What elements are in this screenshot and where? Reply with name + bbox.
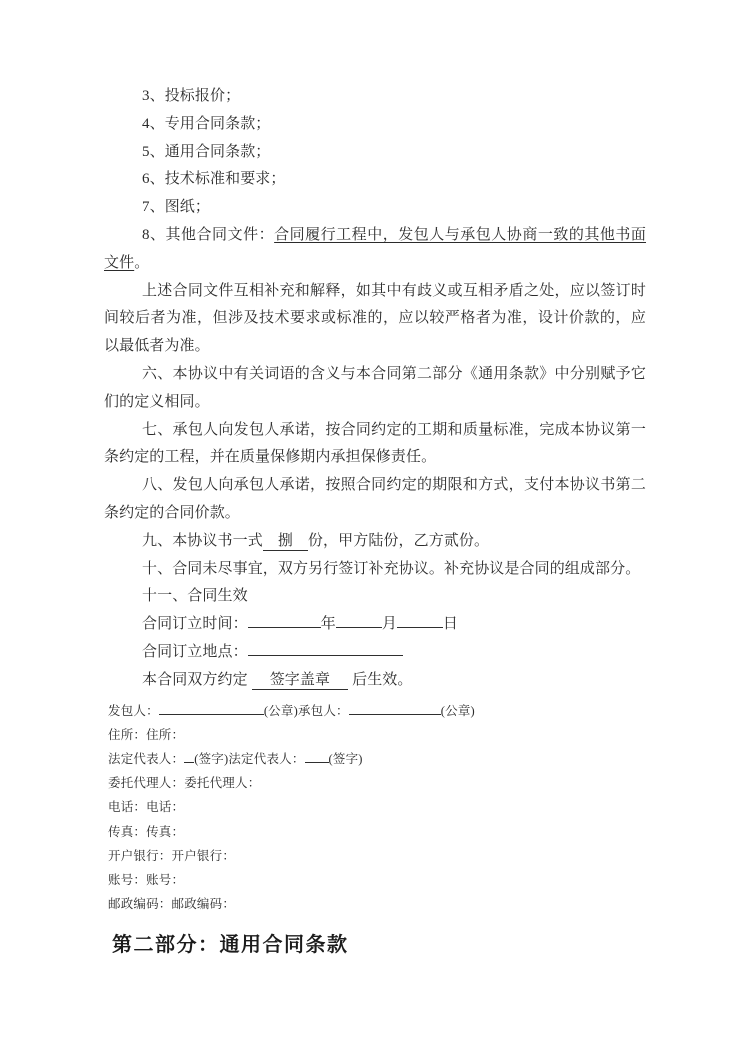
address-left-label: 住所：	[108, 727, 147, 742]
sign-time-label: 合同订立时间：	[142, 616, 248, 633]
employer-name-blank	[159, 699, 264, 715]
address-line	[108, 723, 646, 747]
legal-rep-line	[108, 747, 646, 771]
clause-eight: 八、发包人向承包人承诺，按照合同约定的期限和方式，支付本协议书第二条约定的合同价款。	[104, 477, 646, 521]
agent-left-label: 委托代理人：	[108, 776, 185, 791]
clause-item-6: 6、技术标准和要求；	[142, 171, 286, 188]
sign-place-line	[104, 639, 646, 667]
fax-left-label: 传真：	[108, 824, 147, 839]
legal-rep-left-sig-label: (签字)	[194, 751, 229, 766]
party-seal-line	[108, 699, 646, 723]
day-label: 日	[442, 616, 459, 633]
year-label: 年	[320, 616, 336, 633]
clause-item-8	[104, 222, 646, 278]
effective-condition-fill: 签字盖章	[252, 672, 348, 690]
effective-prefix: 本合同双方约定	[142, 671, 248, 688]
contractor-label: 承包人：	[297, 703, 349, 718]
effective-suffix: 后生效。	[352, 671, 413, 688]
fax-right-label: 传真：	[146, 824, 185, 839]
clause-nine-suffix: 份，甲方陆份，乙方贰份。	[307, 532, 490, 549]
employer-seal-label: (公章)	[263, 703, 298, 718]
clause-item-7: 7、图纸；	[142, 199, 211, 216]
sign-place-blank-line	[248, 640, 403, 656]
clause-nine-prefix: 九、本协议书一式	[142, 532, 263, 549]
postcode-line	[108, 892, 646, 916]
clause-seven: 七、承包人向发包人承诺，按合同约定的工期和质量标准，完成本协议第一条约定的工程，并在质量保修期内承担保修责任。	[104, 421, 646, 466]
fax-line	[108, 820, 646, 844]
account-line	[108, 868, 646, 892]
day-blank-line	[397, 612, 443, 628]
employer-label: 发包人：	[108, 703, 159, 718]
address-right-label: 住所：	[146, 727, 185, 742]
phone-left-label: 电话：	[108, 800, 147, 815]
legal-rep-right-sig-label: (签字)	[328, 751, 363, 766]
page-content	[104, 83, 646, 961]
year-blank-line	[248, 612, 321, 628]
legal-rep-left-label: 法定代表人：	[108, 751, 185, 766]
postcode-left-label: 邮政编码：	[108, 897, 172, 912]
postcode-right-label: 邮政编码：	[171, 897, 236, 912]
agent-right-label: 委托代理人：	[184, 776, 261, 791]
clause-item-5: 5、通用合同条款；	[142, 143, 271, 160]
legal-rep-right-blank	[305, 747, 329, 763]
contractor-name-blank	[349, 699, 441, 715]
legal-rep-left-blank	[184, 747, 194, 763]
clause-nine	[104, 528, 646, 556]
clause-nine-copies-fill: 捌	[263, 533, 308, 551]
clause-8-suffix: 。	[134, 254, 150, 271]
bank-right-label: 开户银行：	[171, 848, 236, 863]
clause-8-prefix: 8、其他合同文件：	[142, 226, 275, 243]
month-blank-line	[336, 612, 382, 628]
part2-heading: 第二部分：通用合同条款	[112, 934, 349, 957]
account-right-label: 账号：	[146, 872, 185, 887]
clause-item-3: 3、投标报价；	[142, 88, 241, 104]
clause-item-4: 4、专用合同条款；	[142, 115, 271, 132]
legal-rep-right-label: 法定代表人：	[228, 751, 305, 766]
agent-line	[108, 771, 646, 795]
paragraph-precedence: 上述合同文件互相补充和解释，如其中有歧义或互相矛盾之处，应以签订时间较后者为准，但涉及技术要求或标准的，应以较严格者为准，设计价款的，应以最低者为准。	[104, 282, 646, 355]
clause-six: 六、本协议中有关词语的含义与本合同第二部分《通用条款》中分别赋予它们的定义相同。	[104, 365, 646, 410]
effective-line	[104, 667, 646, 695]
bank-left-label: 开户银行：	[108, 848, 172, 863]
sign-time-line	[104, 611, 646, 639]
phone-line	[108, 795, 646, 819]
clause-8-underlined-text: 合同履行工程中，发包人与承包人协商一致的其他书面文件	[104, 226, 647, 271]
bank-line	[108, 844, 646, 868]
clause-eleven: 十一、合同生效	[142, 588, 248, 605]
month-label: 月	[381, 616, 397, 633]
sign-place-label: 合同订立地点：	[142, 643, 248, 660]
contractor-seal-label: (公章)	[440, 703, 475, 718]
phone-right-label: 电话：	[146, 800, 185, 815]
signature-block	[104, 699, 646, 917]
clause-ten: 十、合同未尽事宜，双方另行签订补充协议。补充协议是合同的组成部分。	[142, 560, 641, 577]
account-left-label: 账号：	[108, 872, 147, 887]
